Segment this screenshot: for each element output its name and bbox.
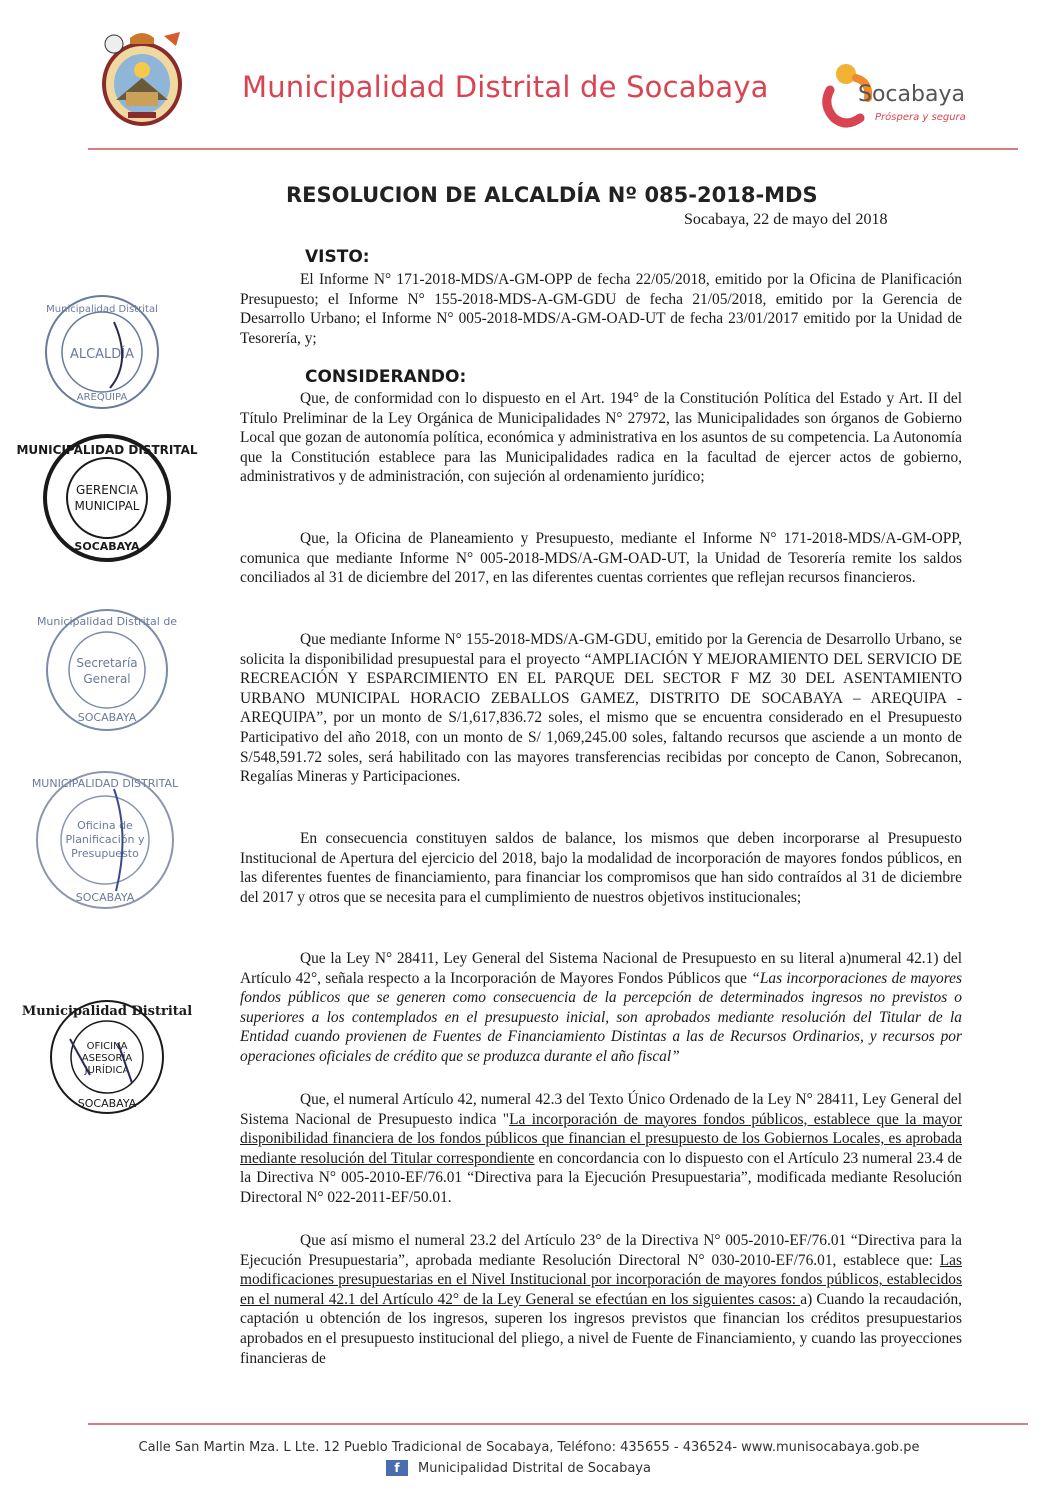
svg-text:General: General [83,672,131,686]
svg-text:MUNICIPALIDAD DISTRITAL: MUNICIPALIDAD DISTRITAL [16,443,198,457]
considerando-paragraph-3 [240,630,962,787]
paragraph-tail: en concordancia con lo dispuesto con el Artículo 23 numeral 23.4 de la Directiva N° 005-2010-EF/76.01 “Directiva para la Ejecución Presupuestaria”, modificada mediante Resolución Directoral N° 022-2011-EF/50.01. [240,1149,962,1206]
paragraph-text: Que, de conformidad con lo dispuesto en el Art. 194° de la Constitución Política del Estado y Art. II del Título Preliminar de la Ley Orgánica de Municipalidades N° 27972, las Municipalidades son órganos de Gobierno Local que gozan de autonomía política, económica y administrativa en los asuntos de su competencia. La Autonomía que la Constitución establece para las Municipalidades radica en la facultad de ejercer actos de gobierno, administrativos y de administración, con sujeción al ordenamiento jurídico; [240,390,962,486]
considerando-paragraph-5 [240,949,962,1067]
visto-text: El Informe N° 171-2018-MDS/A-GM-OPP de fecha 22/05/2018, emitido por la Oficina de Planificación Presupuesto; el Informe N° 155-2018-MDS-A-GM-GDU de fecha 21/05/2018, emitido por la Gerencia de Desarrollo Urbano; el Informe N° 005-2018-MDS/A-GM-OAD-UT de fecha 23/01/2017 emitido por la Unidad de Tesorería, y; [240,271,962,347]
svg-text:AREQUIPA: AREQUIPA [76,392,128,403]
stamp-asesoria-juridica [21,995,193,1120]
underlined-citation: Las modificaciones presupuestarias en el Nivel Institucional por incorporación de mayores fondos públicos, establecidos en el numeral 42.1 del Artículo 42° de la Ley General se efectúan en los siguientes casos: [240,1251,962,1308]
footer-address: Calle San Martin Mza. L Lte. 12 Pueblo Tradicional de Socabaya, Teléfono: 435655 - 436524- www.munisocabaya.gob.pe [138,1440,920,1455]
facebook-icon: f [386,1460,408,1476]
svg-text:Municipalidad Distrital de: Municipalidad Distrital de [36,615,178,628]
brand-name: Socabaya [858,82,965,107]
stamp-planificacion-presupuesto [30,765,180,915]
considerando-paragraph-2 [240,529,962,588]
considerando-paragraph-1 [240,389,962,487]
paragraph-lead: Que así mismo el numeral 23.2 del Artículo 23° de la Directiva N° 005-2010-EF/76.01 “Directiva para la Ejecución Presupuestaria”, aprobada mediante Resolución Directoral N° 030-2010-EF/76.01, establece que: [240,1232,962,1269]
paragraph-tail: a) Cuando la recaudación, captación u obtención de los ingresos, superen los ingresos previstos que financian los créditos presupuestarios aprobados en el presupuesto institucional del pliego, a nivel de Fuente de Financiamiento, y cuando las proyecciones financieras de [240,1290,962,1367]
svg-text:GERENCIA: GERENCIA [76,483,138,497]
paragraph-text: En consecuencia constituyen saldos de balance, los mismos que deben incorporarse al Presupuesto Institucional de Apertura del ejercicio del 2018, bajo la modalidad de incorporación de mayores fondos públicos, en las diferentes fuentes de financiamiento, para financiar los compromisos que han sido contraídos al 31 de diciembre del 2017 y otros que se necesita para el cumplimiento de nuestros objetivos institucionales; [240,830,962,906]
brand-tagline: Próspera y segura [875,112,966,123]
paragraph-text [240,949,962,1067]
stamp-secretaria-general [38,605,176,735]
resolution-date: Socabaya, 22 de mayo del 2018 [684,211,888,228]
underlined-citation: La incorporación de mayores fondos públicos, establece que la mayor disponibilidad financiera de los fondos públicos que financian el presupuesto de los Gobiernos Locales, es aprobada mediante resolución del Titular correspondiente [240,1110,962,1167]
svg-text:Municipalidad Distrital: Municipalidad Distrital [21,1004,193,1019]
municipality-title: Municipalidad Distrital de Socabaya [242,70,769,104]
svg-text:JURÍDICA: JURÍDICA [84,1065,130,1076]
considerando-heading: CONSIDERANDO: [305,367,467,387]
svg-text:SOCABAYA: SOCABAYA [77,1097,137,1110]
socabaya-brand-logo [820,60,980,130]
svg-text:Presupuesto: Presupuesto [71,847,139,860]
municipal-crest-logo [96,30,188,130]
visto-heading: VISTO: [305,247,370,267]
considerando-paragraph-6 [240,1090,962,1208]
svg-text:SOCABAYA: SOCABAYA [77,711,137,724]
svg-text:Planificación y: Planificación y [65,833,145,846]
footer-divider [88,1423,1028,1425]
svg-text:SOCABAYA: SOCABAYA [74,540,140,553]
svg-text:OFICINA: OFICINA [86,1041,128,1052]
svg-text:ASESORÍA: ASESORÍA [81,1053,133,1064]
considerando-paragraph-7 [240,1231,962,1368]
quoted-law-text: “Las incorporaciones de mayores fondos públicos que se generen como consecuencia de la percepción de determinados ingresos no previstos o superiores a los contemplados en el presupuesto inicial, son aprobados mediante resolución del Titular de la Entidad cuando provienen de Fuentes de Financiamiento Distintas a las de Recursos Ordinarios, y recursos por operaciones oficiales de crédito que se produzca durante el año fiscal” [240,969,962,1065]
stamp-gerencia-municipal [16,432,198,564]
header-divider [88,148,1018,150]
resolution-title: RESOLUCION DE ALCALDÍA Nº 085-2018-MDS [286,183,818,207]
paragraph-text: Que, la Oficina de Planeamiento y Presupuesto, mediante el Informe N° 171-2018-MDS/A-GM-OPP, comunica que mediante Informe N° 005-2018-MDS/A-GM-OAD-UT, la Unidad de Tesorería remite los saldos conciliados al 31 de diciembre del 2017, en las diferentes cuentas corrientes que reflejan recursos financieros. [240,530,962,587]
paragraph-lead: Que la Ley N° 28411, Ley General del Sistema Nacional de Presupuesto en su literal a)numeral 42.1) del Artículo 42°, señala respecto a la Incorporación de Mayores Fondos Públicos que [240,950,962,987]
svg-text:Secretaría: Secretaría [76,656,138,670]
paragraph-text [240,1090,962,1208]
stamp-alcaldia [40,292,165,412]
svg-text:MUNICIPALIDAD DISTRITAL: MUNICIPALIDAD DISTRITAL [31,777,179,790]
svg-text:Oficina de: Oficina de [77,819,133,832]
svg-text:MUNICIPAL: MUNICIPAL [74,499,140,513]
considerando-paragraph-4 [240,829,962,907]
footer-facebook-name: Municipalidad Distrital de Socabaya [418,1460,651,1476]
svg-text:Municipalidad Distrital: Municipalidad Distrital [46,304,158,315]
svg-text:SOCABAYA: SOCABAYA [75,891,135,904]
paragraph-lead: Que, el numeral Artículo 42, numeral 42.3 del Texto Único Ordenado de la Ley N° 28411, Ley General del Sistema Nacional de Presupuesto indica " [240,1091,962,1128]
paragraph-text: Que mediante Informe N° 155-2018-MDS/A-GM-GDU, emitido por la Gerencia de Desarrollo Urbano, se solicita la disponibilidad presupuestal para el proyecto “AMPLIACIÓN Y MEJORAMIENTO DEL SERVICIO DE RECREACIÓN Y ESPARCIMIENTO EN EL PARQUE DEL SECTOR F MZ 30 DEL ASENTAMIENTO URBANO MUNICIPAL HORACIO ZEBALLOS GAMEZ, DISTRITO DE SOCABAYA – AREQUIPA -AREQUIPA”, por un monto de S/1,617,836.72 soles, el mismo que se encuentra considerado en el Presupuesto Participativo del año 2018, con un monto de S/ 1,069,245.00 soles, faltando recursos que asciende a un monto de S/548,591.72 soles, será habilitado con las mayores transferencias recibidas por concepto de Canon, Sobrecanon, Regalías Mineras y Participaciones. [240,631,962,786]
footer-facebook-row [386,1459,651,1477]
paragraph-text [240,1231,962,1368]
visto-paragraph [240,270,962,348]
svg-text:ALCALDÍA: ALCALDÍA [69,347,135,362]
